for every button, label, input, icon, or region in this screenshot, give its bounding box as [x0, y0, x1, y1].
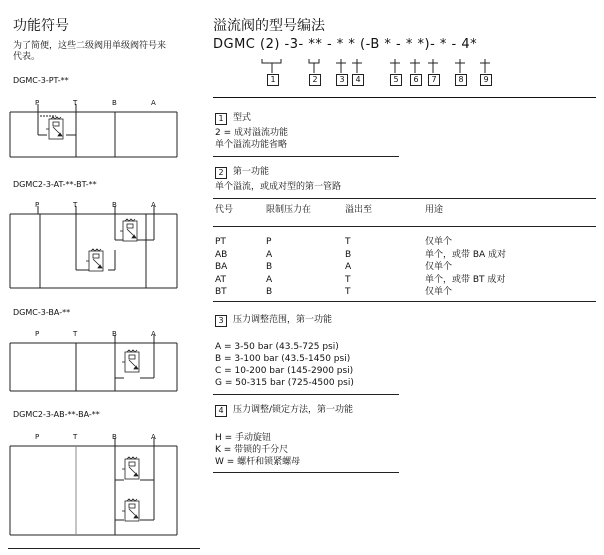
pointer-6: 6 — [410, 74, 422, 86]
model-code: DGMC (2) -3- ** - * * (-B * - * *)- * - 4* — [213, 37, 478, 52]
port-b-4: B — [112, 433, 117, 441]
table-header-code: 代号 — [215, 205, 234, 215]
row-5-overflow: T — [345, 287, 351, 297]
row-4-use: 单个，或带 BT 成对 — [425, 275, 506, 285]
section-2-number: 2 — [215, 167, 227, 179]
pointer-7: 7 — [428, 74, 440, 86]
row-3-code: BA — [215, 262, 228, 272]
row-4-limit: A — [266, 275, 273, 285]
table-header-overflow: 溢出至 — [345, 205, 373, 215]
section-1-line-2: 单个溢流功能省略 — [215, 140, 288, 150]
row-1-use: 仅单个 — [425, 237, 453, 247]
section-2-bottom-rule — [213, 301, 596, 302]
row-3-overflow: A — [345, 262, 352, 272]
left-bottom-rule — [8, 548, 200, 549]
port-a-3: A — [151, 330, 156, 338]
model-code-pointers — [213, 53, 513, 93]
port-a-4: A — [151, 433, 156, 441]
row-2-limit: A — [266, 250, 273, 260]
section-1-number: 1 — [215, 113, 227, 125]
adjust-method-h: H = 手动旋钮 — [215, 433, 272, 443]
row-1-code: PT — [215, 237, 226, 247]
port-b-2: B — [112, 201, 117, 209]
port-p-3: P — [35, 330, 40, 338]
pointer-4: 4 — [352, 74, 364, 86]
pointer-5: 5 — [390, 74, 402, 86]
symbol-ab-ba — [10, 438, 177, 535]
section-1-title: 型式 — [233, 113, 252, 123]
port-t-1: T — [73, 99, 78, 107]
section-2-subtitle: 单个溢流，或成对型的第一管路 — [215, 182, 342, 192]
diagram-label-3: DGMC-3-BA-** — [13, 308, 71, 317]
section-4-title: 压力调整/锁定方法，第一功能 — [233, 405, 354, 415]
row-2-use: 单个，或带 BA 成对 — [425, 250, 507, 260]
section-1-line-1: 2 = 成对溢流功能 — [215, 128, 288, 138]
pointer-9: 9 — [480, 74, 492, 86]
section-4-number: 4 — [215, 405, 227, 417]
symbols-heading: 功能符号 — [13, 18, 69, 34]
pressure-range-g: G = 50-315 bar (725-4500 psi) — [215, 378, 354, 388]
row-1-limit: P — [266, 237, 272, 247]
model-code-heading: 溢流阀的型号编法 — [213, 18, 325, 34]
pressure-range-c: C = 10-200 bar (145-2900 psi) — [215, 366, 354, 376]
section-2-rule — [213, 198, 596, 199]
section-3-number: 3 — [215, 315, 227, 327]
section-1-rule — [213, 156, 399, 157]
adjust-method-w: W = 螺杆和锁紧螺母 — [215, 457, 301, 467]
row-5-use: 仅单个 — [425, 287, 453, 297]
section-2-title: 第一功能 — [233, 167, 270, 177]
adjust-method-k: K = 带锁的千分尺 — [215, 445, 289, 455]
port-a-2: A — [151, 201, 156, 209]
symbol-at-bt — [10, 206, 177, 288]
pressure-range-b: B = 3-100 bar (43.5-1450 psi) — [215, 354, 351, 364]
top-rule — [213, 97, 596, 98]
row-5-limit: B — [266, 287, 273, 297]
row-3-limit: B — [266, 262, 273, 272]
row-2-code: AB — [215, 250, 228, 260]
pointer-8: 8 — [455, 74, 467, 86]
section-4-rule — [213, 472, 399, 473]
row-2-overflow: B — [345, 250, 352, 260]
diagram-label-1: DGMC-3-PT-** — [13, 76, 69, 85]
symbol-pt — [10, 104, 177, 157]
port-b-3: B — [112, 330, 117, 338]
row-3-use: 仅单个 — [425, 262, 453, 272]
port-p-2: P — [35, 201, 40, 209]
hydraulic-symbols — [0, 0, 200, 555]
port-t-4: T — [73, 433, 78, 441]
pressure-range-a: A = 3-50 bar (43.5-725 psi) — [215, 342, 339, 352]
row-4-code: AT — [215, 275, 226, 285]
port-b-1: B — [112, 99, 117, 107]
row-4-overflow: T — [345, 275, 351, 285]
port-p-4: P — [35, 433, 40, 441]
table-header-rule — [213, 226, 596, 227]
symbol-ba — [10, 335, 177, 391]
intro-line-1: 为了简便，这些二级阀用单级阀符号来 — [13, 41, 167, 51]
port-a-1: A — [151, 99, 156, 107]
pointer-3: 3 — [336, 74, 348, 86]
row-5-code: BT — [215, 287, 227, 297]
pointer-2: 2 — [309, 74, 321, 86]
pointer-1: 1 — [267, 74, 279, 86]
table-header-limit: 限制压力在 — [266, 205, 312, 215]
row-1-overflow: T — [345, 237, 351, 247]
port-t-3: T — [73, 330, 78, 338]
port-p-1: P — [35, 99, 40, 107]
section-3-title: 压力调整范围，第一功能 — [233, 315, 333, 325]
port-t-2: T — [73, 201, 78, 209]
diagram-label-2: DGMC2-3-AT-**-BT-** — [13, 180, 97, 189]
section-3-rule — [213, 394, 399, 395]
intro-line-2: 代表。 — [13, 52, 41, 62]
table-header-use: 用途 — [425, 205, 444, 215]
diagram-label-4: DGMC2-3-AB-**-BA-** — [13, 410, 100, 419]
